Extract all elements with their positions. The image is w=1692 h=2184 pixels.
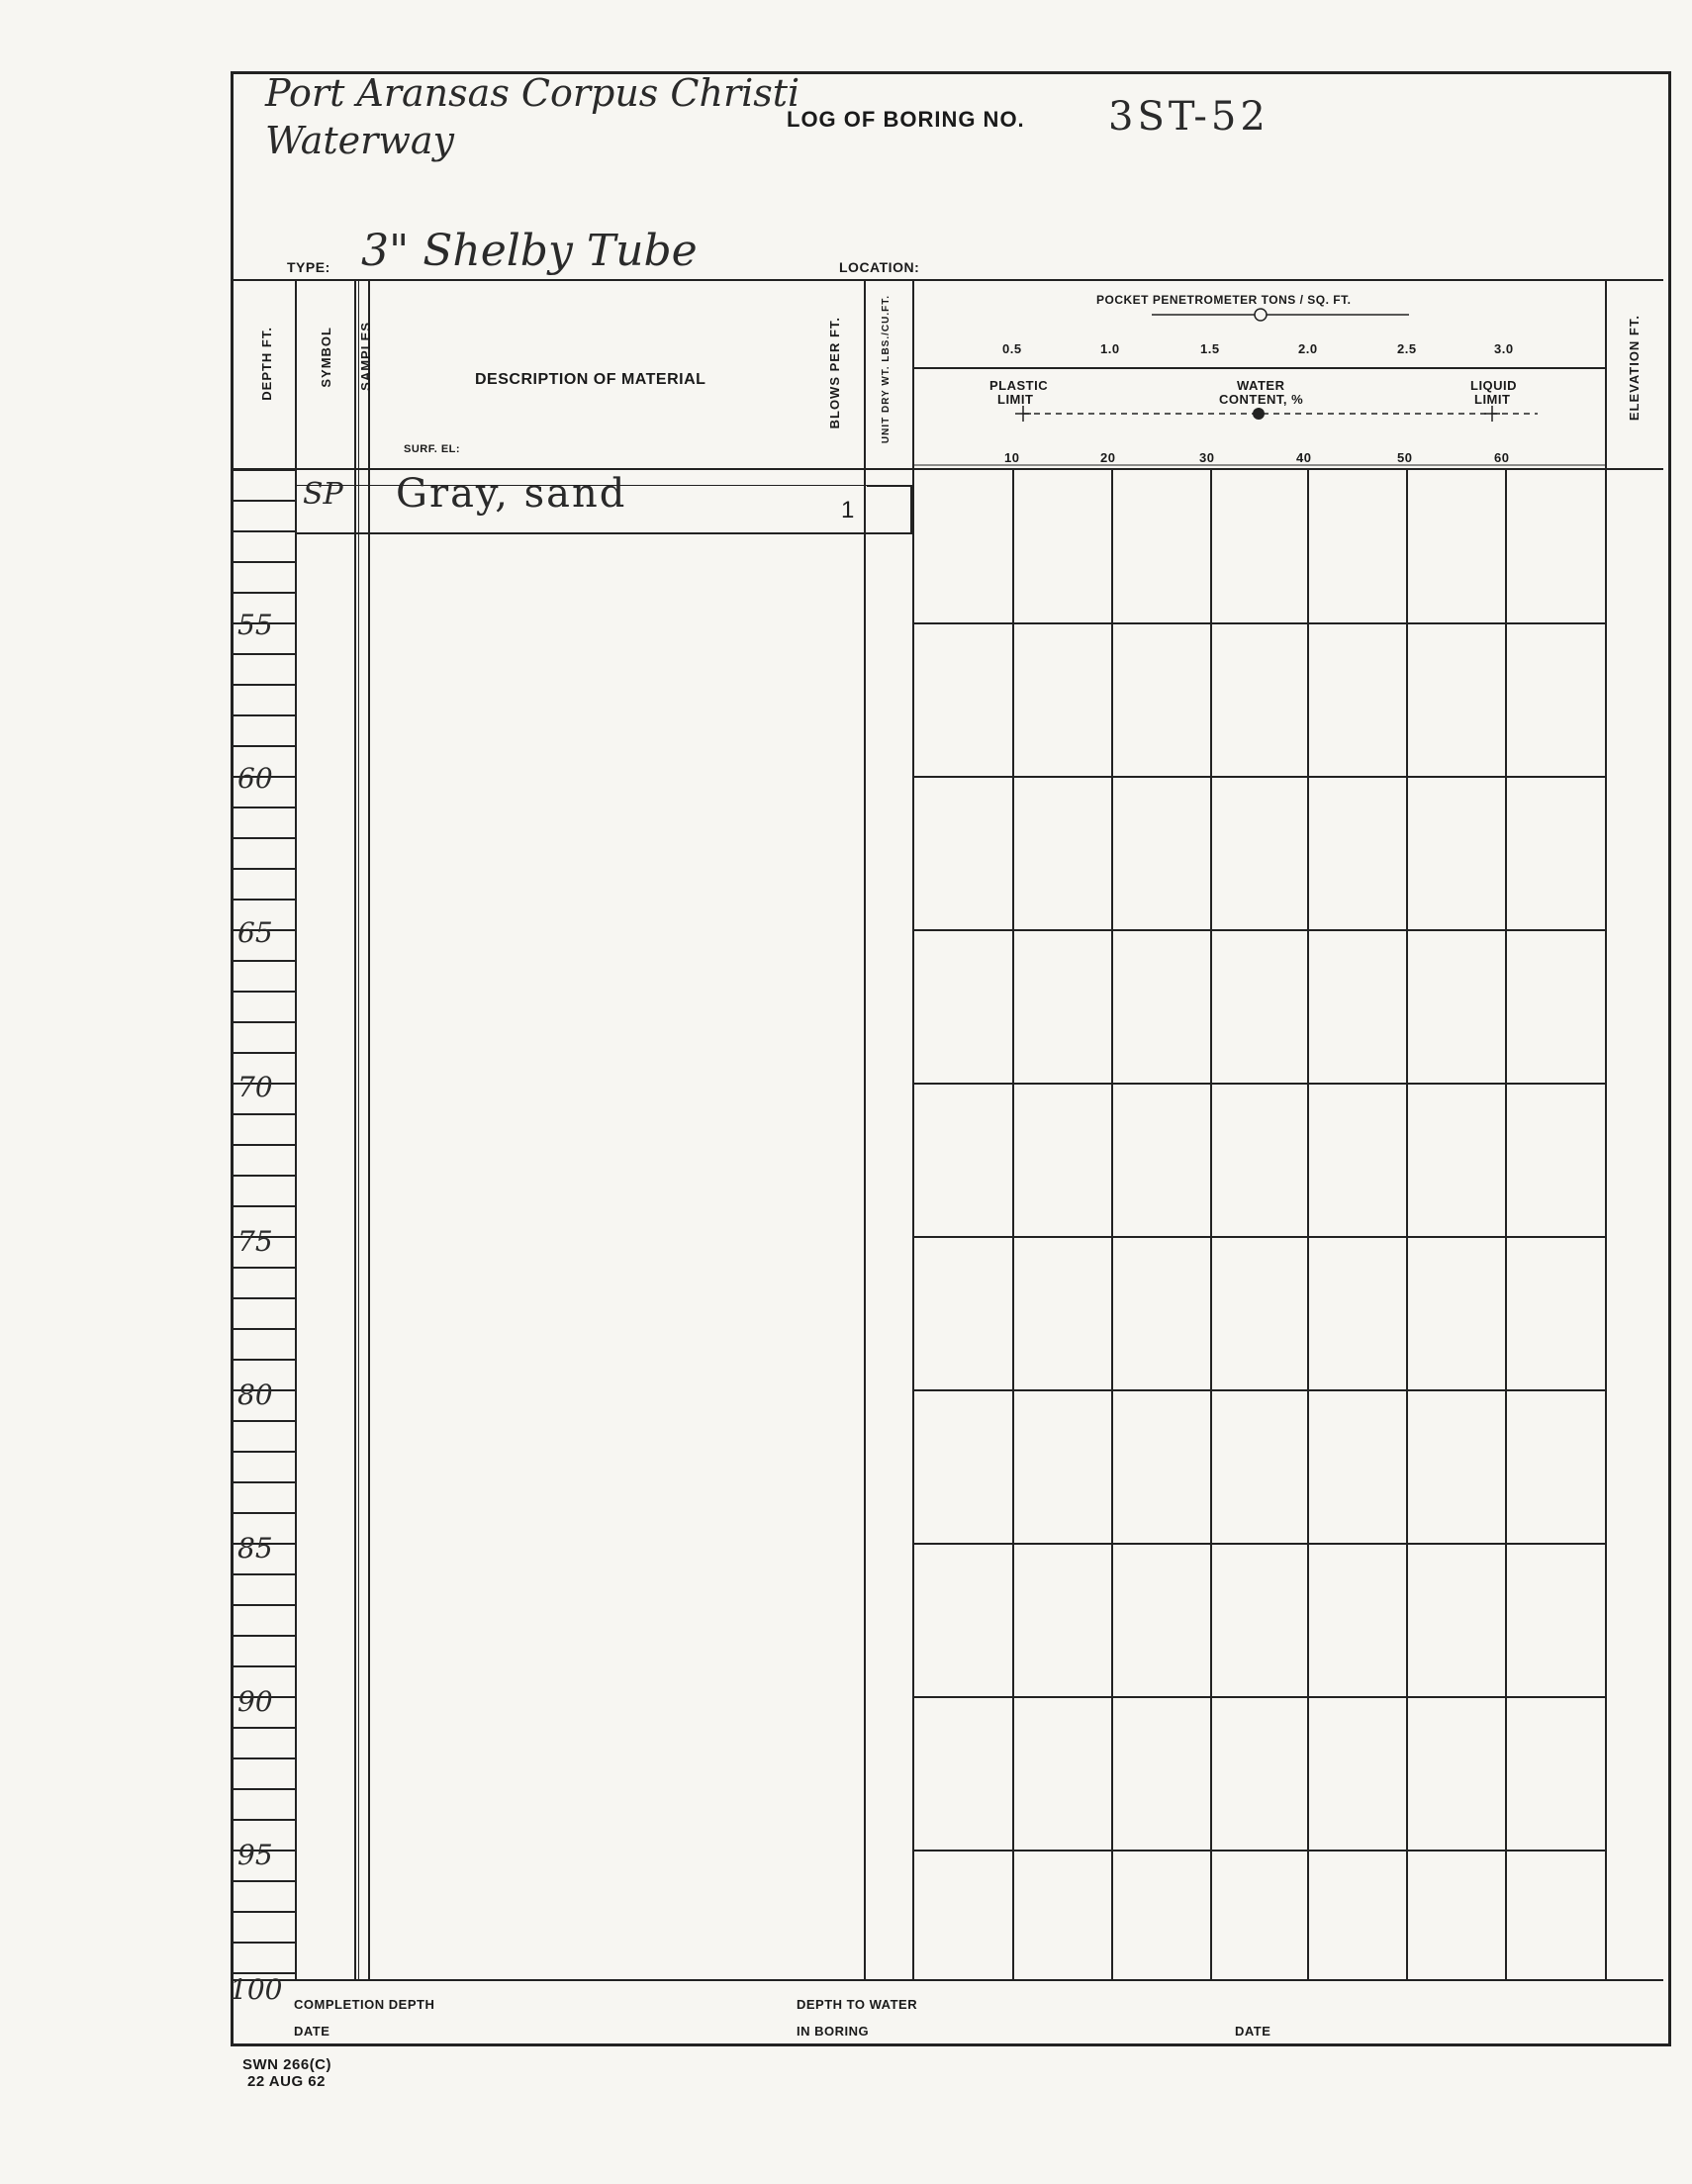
description-header: DESCRIPTION OF MATERIAL bbox=[475, 371, 706, 388]
pen-scale-3: 1.5 bbox=[1200, 341, 1220, 356]
pen-scale-2: 1.0 bbox=[1100, 341, 1120, 356]
header-top-line bbox=[233, 279, 1663, 281]
type-value: 3" Shelby Tube bbox=[361, 226, 698, 276]
wc-scale-5: 50 bbox=[1397, 450, 1413, 465]
location-label: LOCATION: bbox=[839, 259, 920, 275]
depth-label-55: 55 bbox=[237, 609, 273, 641]
unit-dry-wt-header: UNIT DRY WT. LBS./CU.FT. bbox=[881, 295, 892, 444]
water-label: WATER bbox=[1237, 378, 1285, 393]
samples-header: SAMPLES bbox=[358, 322, 373, 391]
liquid-limit-label: LIMIT bbox=[1474, 392, 1511, 407]
symbol-header: SYMBOL bbox=[319, 327, 333, 388]
depth-label-85: 85 bbox=[237, 1532, 273, 1565]
elevation-header: ELEVATION FT. bbox=[1627, 315, 1642, 422]
in-boring-label: IN BORING bbox=[797, 2024, 870, 2039]
entry-blows: 1 bbox=[841, 497, 855, 523]
depth-label-100: 100 bbox=[230, 1973, 283, 2006]
wc-scale-1: 10 bbox=[1004, 450, 1020, 465]
symbol-col-line bbox=[354, 281, 356, 1979]
blows-col-line bbox=[864, 281, 866, 1979]
depth-label-75: 75 bbox=[237, 1225, 273, 1258]
plastic-limit-label: LIMIT bbox=[997, 392, 1034, 407]
wc-scale-4: 40 bbox=[1296, 450, 1312, 465]
completion-date-label: DATE bbox=[294, 2024, 330, 2039]
wc-scale-6: 60 bbox=[1494, 450, 1510, 465]
samples-col-line-b bbox=[368, 281, 370, 1979]
entry-symbol: SP bbox=[303, 477, 343, 512]
depth-header: DEPTH FT. bbox=[259, 327, 274, 401]
depth-label-65: 65 bbox=[237, 916, 273, 949]
depth-label-80: 80 bbox=[237, 1378, 273, 1411]
chart-right-line bbox=[1605, 281, 1607, 1979]
pen-scale-4: 2.0 bbox=[1298, 341, 1318, 356]
pen-scale-5: 2.5 bbox=[1397, 341, 1417, 356]
water-content-grid bbox=[914, 470, 1605, 1979]
pen-scale-1: 0.5 bbox=[1002, 341, 1022, 356]
entry-row-line bbox=[297, 532, 912, 534]
project-name-line2: Waterway bbox=[265, 119, 454, 162]
form-code-line2: 22 AUG 62 bbox=[247, 2073, 326, 2090]
wc-scale-2: 20 bbox=[1100, 450, 1116, 465]
depth-label-70: 70 bbox=[237, 1071, 273, 1103]
depth-label-95: 95 bbox=[237, 1839, 273, 1871]
plastic-label: PLASTIC bbox=[989, 378, 1049, 393]
penetrometer-title: POCKET PENETROMETER TONS / SQ. FT. bbox=[1096, 293, 1352, 307]
footer-top-line bbox=[233, 1979, 1663, 1981]
entry-description: Gray, sand bbox=[396, 471, 627, 517]
depth-to-water-label: DEPTH TO WATER bbox=[797, 1997, 918, 2012]
surf-el-label: SURF. EL: bbox=[404, 443, 461, 455]
boring-number: 3ST-52 bbox=[1108, 94, 1269, 140]
depth-label-90: 90 bbox=[237, 1685, 273, 1718]
form-title: LOG OF BORING NO. bbox=[787, 107, 1025, 132]
samples-col-line-a bbox=[358, 281, 359, 1979]
water-date-label: DATE bbox=[1235, 2024, 1271, 2039]
wc-scale-3: 30 bbox=[1199, 450, 1215, 465]
liquid-label: LIQUID bbox=[1470, 378, 1518, 393]
project-name-line1: Port Aransas Corpus Christi bbox=[265, 71, 800, 115]
type-label: TYPE: bbox=[287, 259, 330, 275]
depth-label-60: 60 bbox=[237, 762, 273, 795]
completion-depth-label: COMPLETION DEPTH bbox=[294, 1997, 435, 2012]
blows-header: BLOWS PER FT. bbox=[827, 317, 842, 429]
pen-scale-6: 3.0 bbox=[1494, 341, 1514, 356]
water-content-label: CONTENT, % bbox=[1219, 392, 1304, 407]
form-code-line1: SWN 266(C) bbox=[242, 2056, 332, 2073]
unit-wt-entry-box bbox=[867, 485, 912, 534]
